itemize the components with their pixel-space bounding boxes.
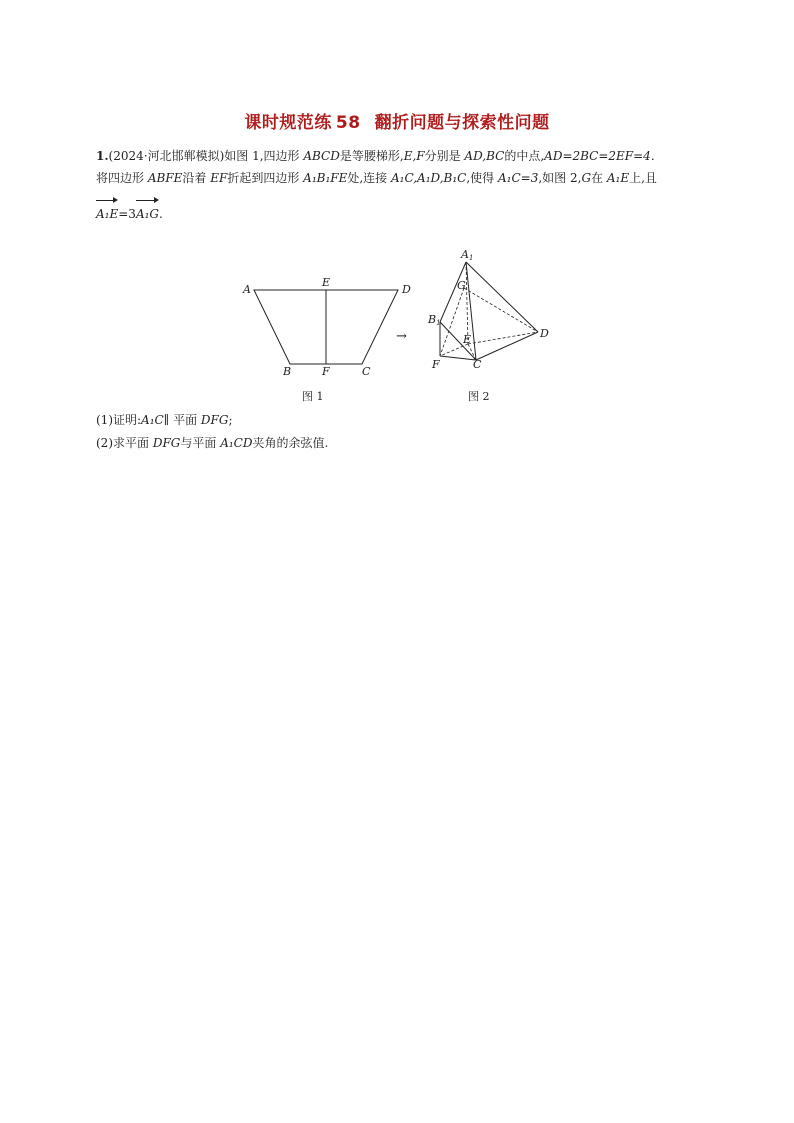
label-a1-sub: 1 xyxy=(468,254,474,262)
text: 沿着 xyxy=(182,171,211,185)
edge-fc xyxy=(440,356,476,360)
text: 处,连接 xyxy=(347,171,391,185)
text: ,使得 xyxy=(466,171,498,185)
label-c: C xyxy=(362,365,371,378)
question-2 xyxy=(96,433,716,454)
label-b: B xyxy=(283,365,292,378)
q2-label: (2)求平面 xyxy=(96,436,153,450)
figure-1-caption: 图 1 xyxy=(302,390,324,403)
math: ABCD xyxy=(303,149,340,163)
math: EF xyxy=(210,171,228,185)
math: DFG xyxy=(200,413,229,427)
text: 与平面 xyxy=(180,436,221,450)
text: 如图 1,四边形 xyxy=(224,149,304,163)
label-b1 xyxy=(427,313,441,327)
figure-2-caption: 图 2 xyxy=(468,390,490,403)
problem-line-3 xyxy=(96,204,716,225)
math: E,F xyxy=(403,149,425,163)
math: A₁C=3 xyxy=(497,171,539,185)
label-e: E xyxy=(322,276,331,289)
question-1 xyxy=(96,410,716,431)
label-f2: F xyxy=(432,358,440,371)
edge-gf xyxy=(440,288,464,356)
text: ,如图 2, xyxy=(538,171,582,185)
text: 折起到四边形 xyxy=(227,171,304,185)
math: A₁E xyxy=(606,171,630,185)
figures xyxy=(230,240,570,410)
label-b1-sub: 1 xyxy=(436,319,441,327)
math: A₁CD xyxy=(220,436,253,450)
edge-a1b1 xyxy=(440,262,466,322)
vector-a1g: A₁G xyxy=(136,204,159,225)
q1-label: (1)证明: xyxy=(96,413,142,427)
label-d: D xyxy=(402,283,411,296)
text: 的中点, xyxy=(504,149,545,163)
math: A₁C xyxy=(141,413,164,427)
figure-2-hidden xyxy=(440,262,538,360)
label-a1-main: A xyxy=(461,248,469,261)
vector-a1e: A₁E xyxy=(96,204,118,225)
math: ABFE xyxy=(147,171,183,185)
label-b1-main: B xyxy=(428,313,437,326)
edge-ed xyxy=(468,332,538,344)
problem-source: (2024·河北邯郸模拟) xyxy=(108,149,225,163)
label-c2: C xyxy=(473,358,482,371)
title-number: 58 xyxy=(335,113,361,133)
page-title xyxy=(0,108,794,133)
text: 分别是 xyxy=(424,149,465,163)
title-text: 课时规范练 xyxy=(244,113,332,133)
text: ∥ 平面 xyxy=(163,413,201,427)
problem-line-2 xyxy=(96,168,716,189)
math: A₁B₁FE xyxy=(303,171,348,185)
label-e2: E xyxy=(463,333,472,346)
title-subtitle: 翻折问题与探索性问题 xyxy=(374,113,550,133)
math: =3 xyxy=(118,207,136,221)
label-a: A xyxy=(243,283,251,296)
figure-1 xyxy=(254,290,398,364)
text: ; xyxy=(228,413,233,427)
problem-number: 1. xyxy=(96,149,109,163)
math: A₁C,A₁D,B₁C xyxy=(391,171,467,185)
text: 夹角的余弦值. xyxy=(252,436,329,450)
edge-cd xyxy=(476,332,538,360)
edge-gd xyxy=(464,288,538,332)
label-g: G xyxy=(457,279,466,292)
problem-line-1 xyxy=(96,146,716,167)
label-a1 xyxy=(460,248,473,262)
label-f: F xyxy=(322,365,330,378)
math: AD,BC xyxy=(464,149,505,163)
text: 上,且 xyxy=(629,171,657,185)
math: AD=2BC=2EF=4. xyxy=(544,149,655,163)
text: . xyxy=(159,207,163,221)
text: 在 xyxy=(591,171,607,185)
math: DFG xyxy=(152,436,181,450)
arrow-icon: → xyxy=(396,329,407,344)
label-d2: D xyxy=(540,327,549,340)
text: 将四边形 xyxy=(96,171,148,185)
math: G xyxy=(581,171,592,185)
figure-2 xyxy=(440,262,538,360)
text: 是等腰梯形, xyxy=(339,149,404,163)
edge-a1d xyxy=(466,262,538,332)
